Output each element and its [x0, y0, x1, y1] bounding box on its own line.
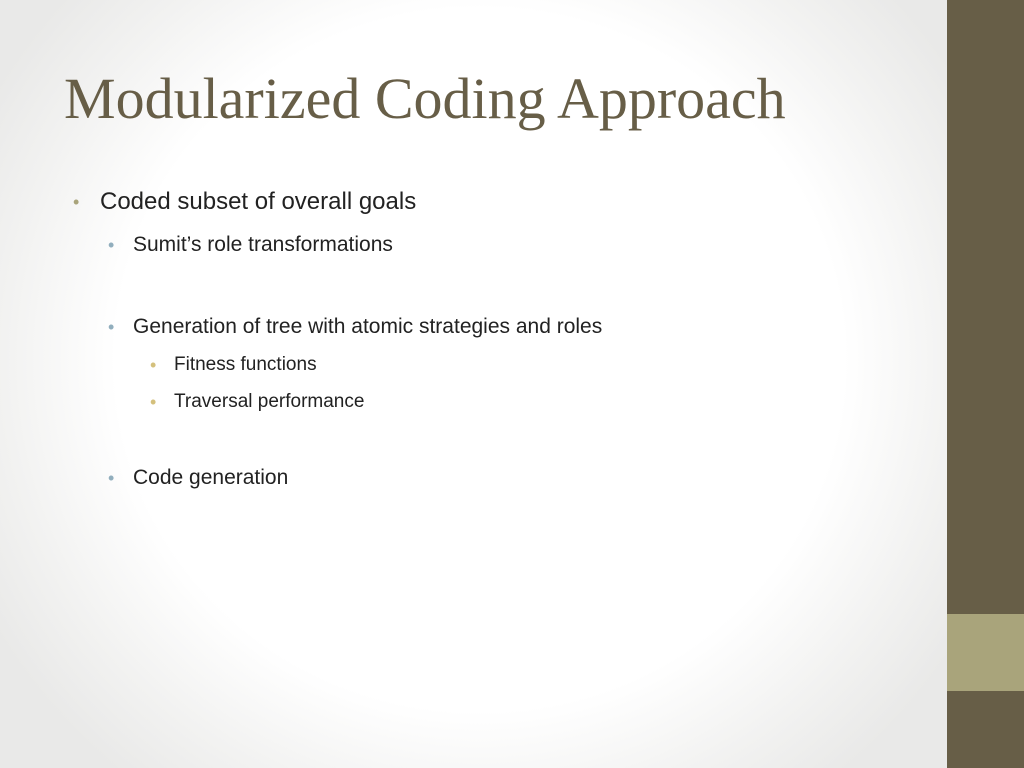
bullet-tree-generation [108, 315, 603, 339]
bullet-code-generation [108, 466, 289, 490]
bullet-dot-icon: • [108, 235, 115, 255]
bullet-dot-icon: • [108, 468, 115, 488]
bullet-text: Sumit’s role transformations [133, 233, 393, 256]
bullet-fitness-functions [150, 354, 317, 376]
bullet-dot-icon: • [108, 317, 115, 337]
bullet-dot-icon: • [73, 192, 80, 212]
bullet-role-transformations [108, 233, 393, 257]
slide-title: Modularized Coding Approach [64, 66, 786, 131]
side-accent-block [947, 614, 1024, 691]
bullet-text: Generation of tree with atomic strategies and roles [133, 315, 603, 338]
bullet-text: Coded subset of overall goals [100, 188, 417, 215]
bullet-text: Traversal performance [174, 391, 365, 412]
bullet-traversal-performance [150, 391, 365, 413]
bullet-coded-subset [73, 188, 417, 216]
bullet-text: Fitness functions [174, 354, 317, 375]
bullet-text: Code generation [133, 466, 289, 489]
bullet-dot-icon: • [150, 392, 157, 412]
bullet-dot-icon: • [150, 355, 157, 375]
